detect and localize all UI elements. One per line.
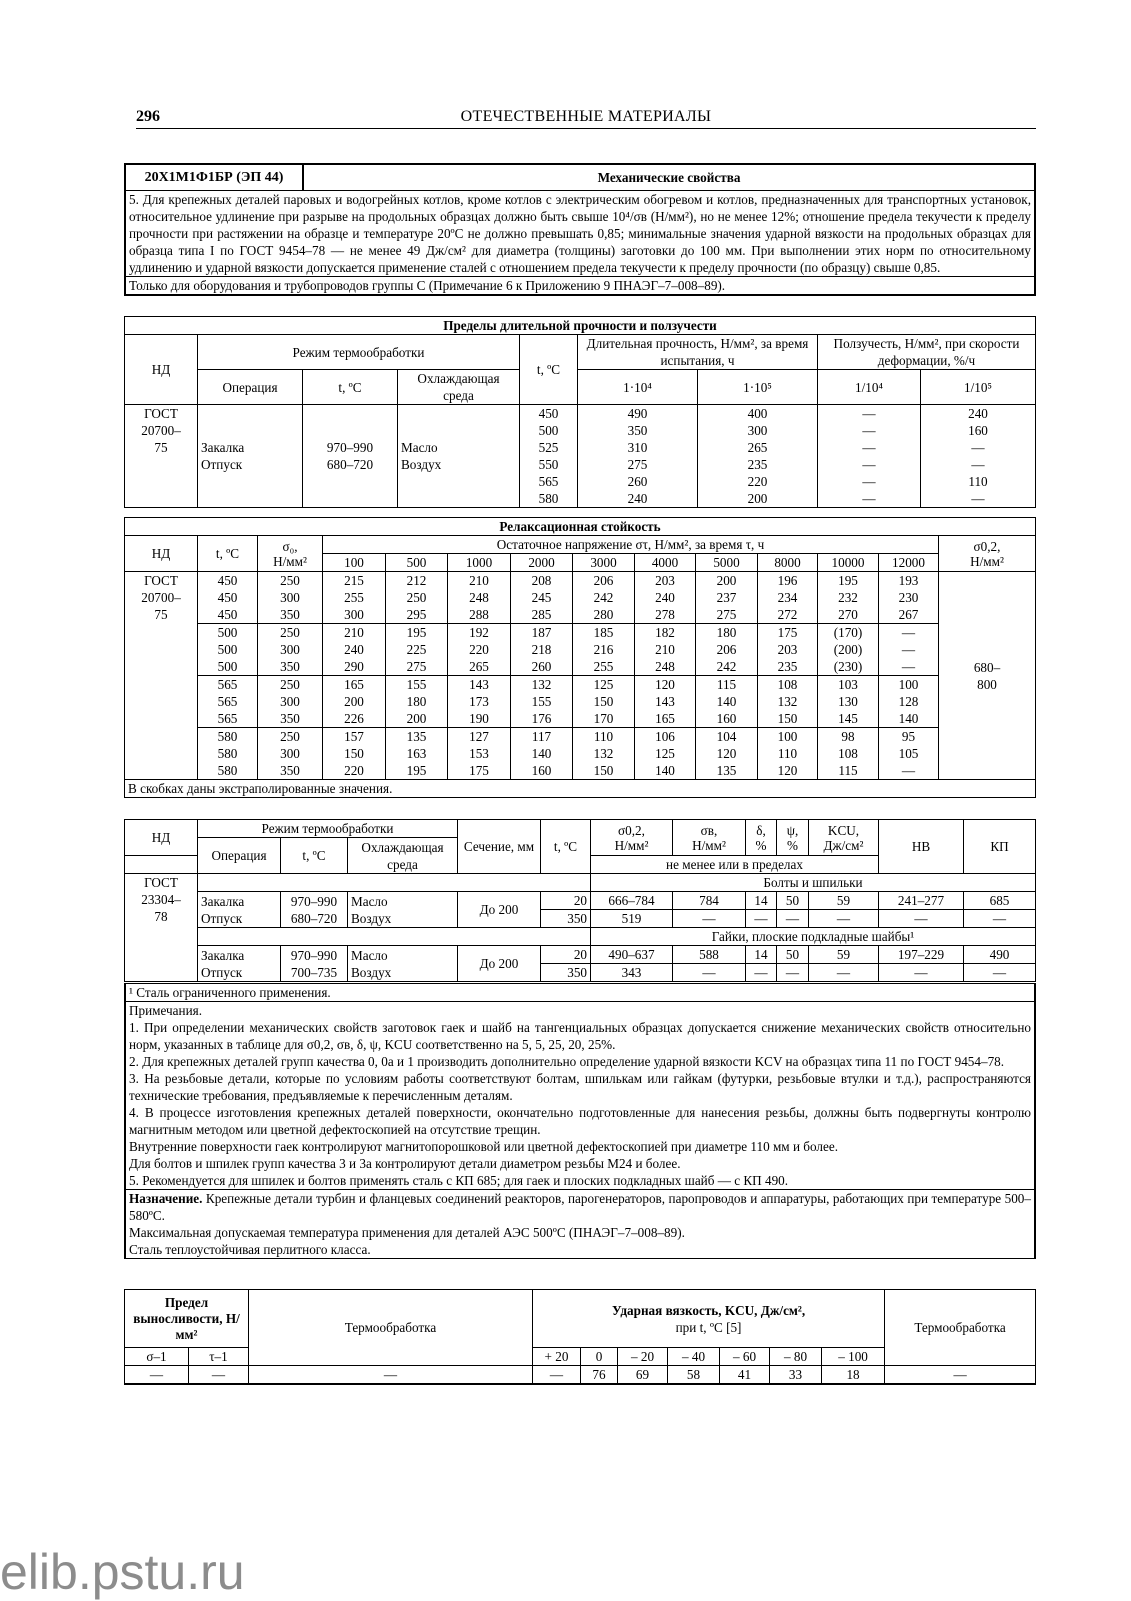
notes-table [124, 983, 1036, 1259]
relax-nd-cont [125, 728, 198, 780]
relax-value: 108 132 150 [758, 676, 818, 728]
relax-value: 104 120 135 [696, 728, 758, 780]
mech-h-section: Сечение, мм [458, 820, 541, 874]
mech-kp: 685 [964, 892, 1036, 910]
relax-temp: 450 450 450 [198, 572, 258, 624]
relax-value: 155 180 200 [386, 676, 448, 728]
relax-h-nd: НД [125, 536, 198, 572]
endurance-header: Предел выносливости, Н/мм² [125, 1290, 249, 1348]
impact-value: 33 [770, 1366, 822, 1385]
mech-kp: — [964, 964, 1036, 982]
relax-row-group [125, 728, 1036, 780]
relax-value: 106 125 140 [635, 728, 696, 780]
relax-value: 200 237 275 [696, 572, 758, 624]
relax-row-group [125, 624, 1036, 676]
grade-header-table [124, 163, 1036, 296]
relax-time-header: 4000 [635, 554, 696, 572]
relax-value: 100 110 120 [758, 728, 818, 780]
relax-time-header: 100 [323, 554, 386, 572]
relax-value: 120 143 165 [635, 676, 696, 728]
note-line: 1. При определении механических свойств заготовок гаек и шайб на тангенциальных образцах допускается снижение механических свойств относительно норм, указанных в таблице для σ0,2, σв, δ, ψ, KCU соответственно на 5, 5, 25, 20, 25%. [129, 1020, 1031, 1052]
mech-blank-2 [198, 928, 591, 946]
relax-value: 98 108 115 [818, 728, 879, 780]
relax-time-header: 12000 [879, 554, 939, 572]
relax-value: 157 150 220 [323, 728, 386, 780]
relax-value: 193 230 267 [879, 572, 939, 624]
note-group-c: Только для оборудования и трубопроводов группы С (Примечание 6 к Приложению 9 ПНАЭГ–7–008–89). [125, 276, 1035, 295]
note-line: Для болтов и шпилек групп качества 3 и 3а контролируют детали диаметром резьбы М24 и более. [129, 1156, 681, 1171]
heat-treatment-header-2: Термообработка [885, 1290, 1036, 1366]
relax-value: 95 105 — [879, 728, 939, 780]
relax-value: 143 173 190 [448, 676, 511, 728]
creep-h-s2: 1·10⁵ [698, 370, 818, 405]
mech-ht-temp: 970–990 700–735 [281, 946, 348, 982]
relax-sigma0: 250 300 350 [258, 676, 323, 728]
relax-h-t: t, ºС [198, 536, 258, 572]
note-line: Внутренние поверхности гаек контролируют магнитопорошковой или цветной дефектоскопией при диаметре 110 мм и более. [129, 1139, 839, 1154]
mech-d: 14 [746, 892, 777, 910]
relax-value: — — — [879, 624, 939, 676]
mech-tt: 20 [541, 946, 591, 964]
relax-time-header: 8000 [758, 554, 818, 572]
mech-kcu: 59 [809, 892, 879, 910]
page-number: 296 [136, 108, 160, 125]
mech-sv: 784 [673, 892, 746, 910]
mech-op: Закалка Отпуск [198, 946, 281, 982]
relaxation-table [124, 517, 1036, 798]
relax-nd-cont [125, 676, 198, 728]
creep-h-mode: Режим термообработки [198, 335, 520, 370]
impact-value: 18 [822, 1366, 885, 1385]
mech-hb: — [879, 910, 964, 928]
impact-temp: – 60 [720, 1348, 770, 1366]
creep-rate-1e4: — — — — — — [818, 405, 921, 508]
mech-h-kcu: KCU, Дж/см² [809, 820, 879, 856]
mech-d: — [746, 910, 777, 928]
mech-section-title: Механические свойства [303, 164, 1035, 190]
relax-time-header: 2000 [511, 554, 573, 572]
relax-value: 210 248 288 [448, 572, 511, 624]
mech-psi: 50 [777, 892, 809, 910]
relax-temp: 500 500 500 [198, 624, 258, 676]
relax-value: (170) (200) (230) [818, 624, 879, 676]
impact-header [533, 1290, 885, 1348]
mech-s02: 666–784 [591, 892, 673, 910]
relax-time-header: 500 [386, 554, 448, 572]
creep-h-op: Операция [198, 370, 303, 405]
mech-sv: — [673, 964, 746, 982]
mech-properties-table [124, 819, 1036, 982]
relax-value: 165 200 226 [323, 676, 386, 728]
impact-header-line-2: при t, ºС [5] [675, 1319, 742, 1335]
mech-sv: — [673, 910, 746, 928]
creep-rate-1e5: 240 160 — — 110 — [921, 405, 1036, 508]
creep-h-medium: Охлаждающая среда [398, 370, 520, 405]
mech-s02: 343 [591, 964, 673, 982]
mech-hb: 241–277 [879, 892, 964, 910]
mech-section: До 200 [458, 946, 541, 982]
relax-note: В скобках даны экстраполированные значения. [125, 780, 1036, 798]
mech-footnote: ¹ Сталь ограниченного применения. [125, 984, 1035, 1002]
mech-psi: — [777, 910, 809, 928]
mech-h-psi: ψ, % [777, 820, 809, 856]
note-line: 3. На резьбовые детали, которые по условиям работы соответствуют болтам, шпилькам или гайкам (футурки, резьбовые втулки и т.д.), распространяются технические требования, предъявляемые к перечисленным деталям. [129, 1071, 1031, 1103]
relax-value: 206 242 280 [573, 572, 635, 624]
mech-section: До 200 [458, 892, 541, 928]
relax-nd: ГОСТ 20700– 75 [125, 572, 198, 624]
mech-nd: ГОСТ 23304– 78 [125, 874, 198, 982]
impact-temp: – 100 [822, 1348, 885, 1366]
grade-label: 20Х1М1Ф1БР (ЭП 44) [125, 164, 303, 190]
mech-tt: 350 [541, 964, 591, 982]
creep-ops: Закалка Отпуск [198, 405, 303, 508]
sigma-minus-1-header: σ–1 [125, 1348, 189, 1366]
mech-blank-1 [198, 874, 591, 892]
impact-value: 69 [618, 1366, 668, 1385]
mech-medium: Масло Воздух [348, 892, 458, 928]
relax-row-group [125, 676, 1036, 728]
mech-h-delta: δ, % [746, 820, 777, 856]
mech-d: — [746, 964, 777, 982]
mech-ht-temp: 970–990 680–720 [281, 892, 348, 928]
mech-kp: 490 [964, 946, 1036, 964]
relax-value: 135 163 195 [386, 728, 448, 780]
mech-tt: 350 [541, 910, 591, 928]
relax-h-s02: σ0,2, Н/мм² [939, 536, 1036, 572]
relax-value: 127 153 175 [448, 728, 511, 780]
relax-sigma0: 250 300 350 [258, 572, 323, 624]
relax-time-header: 10000 [818, 554, 879, 572]
relax-time-header: 5000 [696, 554, 758, 572]
notes-block [125, 1002, 1035, 1190]
watermark: elib.pstu.ru [0, 1544, 245, 1600]
heat-treatment-value-2: — [885, 1366, 1036, 1385]
impact-value: — [533, 1366, 581, 1385]
impact-value: 76 [581, 1366, 618, 1385]
relax-value: 196 234 272 [758, 572, 818, 624]
relax-sigma02: 680– 800 [939, 572, 1036, 780]
mech-kcu: — [809, 964, 879, 982]
relax-value: 125 150 170 [573, 676, 635, 728]
mech-nd-spacer [125, 856, 198, 874]
note-line: 5. Рекомендуется для шпилек и болтов применять сталь с КП 685; для гаек и плоских подкладных шайб — с КП 490. [129, 1173, 789, 1188]
mech-medium: Масло Воздух [348, 946, 458, 982]
relax-value: 192 220 265 [448, 624, 511, 676]
relax-h-resid: Остаточное напряжение στ, Н/мм², за время τ, ч [323, 536, 939, 554]
purpose-text: Крепежные детали турбин и фланцевых соединений реакторов, парогенераторов, паропроводов и аппаратуры, работающих при температуре 500–580ºС. [129, 1191, 1031, 1223]
impact-temp: – 20 [618, 1348, 668, 1366]
running-title: ОТЕЧЕСТВЕННЫЕ МАТЕРИАЛЫ [460, 108, 712, 125]
mech-hb: — [879, 964, 964, 982]
relax-time-header: 3000 [573, 554, 635, 572]
creep-title: Пределы длительной прочности и ползучести [125, 317, 1036, 335]
mech-kp: — [964, 910, 1036, 928]
mech-h-hb: НВ [879, 820, 964, 874]
note-line: Примечания. [129, 1003, 203, 1018]
mech-h-min: не менее или в пределах [591, 856, 879, 874]
relax-value: 195 225 275 [386, 624, 448, 676]
creep-h-creep: Ползучесть, Н/мм², при скорости деформации, %/ч [818, 335, 1036, 370]
relax-nd-cont [125, 624, 198, 676]
note-line: 4. В процессе изготовления крепежных деталей поверхности, окончательно подготовленные для нанесения резьбы, должны быть подвергнуты контролю магнитным методом или цветной дефектоскопией на отсутствие трещин. [129, 1105, 1031, 1137]
relax-h-s0: σ₀, Н/мм² [258, 536, 323, 572]
mech-h-test-t: t, ºС [541, 820, 591, 874]
mech-sv: 588 [673, 946, 746, 964]
relax-value: 182 210 248 [635, 624, 696, 676]
impact-header-line-1: Ударная вязкость, KCU, Дж/см², [611, 1302, 806, 1318]
mech-op: Закалка Отпуск [198, 892, 281, 928]
creep-h-nd: НД [125, 335, 198, 405]
page-header [136, 106, 1036, 129]
relax-value: 110 132 150 [573, 728, 635, 780]
mech-psi: 50 [777, 946, 809, 964]
relax-value: 195 232 270 [818, 572, 879, 624]
impact-temp: – 80 [770, 1348, 822, 1366]
mech-sub-nuts: Гайки, плоские подкладные шайбы¹ [591, 928, 1036, 946]
mech-h-s02: σ0,2, Н/мм² [591, 820, 673, 856]
sigma-minus-1-value: — [125, 1366, 189, 1385]
impact-value: 41 [720, 1366, 770, 1385]
creep-nd: ГОСТ 20700– 75 [125, 405, 198, 508]
mech-kcu: — [809, 910, 879, 928]
creep-h-c2: 1/10⁵ [921, 370, 1036, 405]
creep-strength-1e5: 400 300 265 235 220 200 [698, 405, 818, 508]
relax-value: 132 155 176 [511, 676, 573, 728]
purpose-line-3: Сталь теплоустойчивая перлитного класса. [129, 1242, 371, 1257]
heat-treatment-value-1: — [249, 1366, 533, 1385]
mech-h-mode: Режим термообработки [198, 820, 458, 838]
mech-s02: 519 [591, 910, 673, 928]
impact-temp: 0 [581, 1348, 618, 1366]
relax-value: 203 240 278 [635, 572, 696, 624]
mech-s02: 490–637 [591, 946, 673, 964]
tau-minus-1-value: — [189, 1366, 249, 1385]
relax-value: 115 140 160 [696, 676, 758, 728]
mech-h-nd: НД [125, 820, 198, 856]
creep-test-temps: 450 500 525 550 565 580 [520, 405, 578, 508]
creep-h-c1: 1/10⁴ [818, 370, 921, 405]
mech-h-medium: Охлаждающая среда [348, 838, 458, 874]
creep-h-s1: 1·10⁴ [578, 370, 698, 405]
relax-value: 180 206 242 [696, 624, 758, 676]
relax-value: 100 128 140 [879, 676, 939, 728]
relax-value: 187 218 260 [511, 624, 573, 676]
relax-time-header: 1000 [448, 554, 511, 572]
purpose-label: Назначение. [129, 1191, 203, 1206]
mech-kcu: 59 [809, 946, 879, 964]
tau-minus-1-header: τ–1 [189, 1348, 249, 1366]
relax-value: 210 240 290 [323, 624, 386, 676]
heat-treatment-header-1: Термообработка [249, 1290, 533, 1366]
relax-temp: 580 580 580 [198, 728, 258, 780]
relax-value: 175 203 235 [758, 624, 818, 676]
impact-temp: – 40 [668, 1348, 720, 1366]
creep-strength-1e4: 490 350 310 275 260 240 [578, 405, 698, 508]
mech-h-kp: КП [964, 820, 1036, 874]
relax-value: 185 216 255 [573, 624, 635, 676]
relax-title: Релаксационная стойкость [125, 518, 1036, 536]
endurance-impact-table [124, 1289, 1036, 1385]
relax-value: 103 130 145 [818, 676, 879, 728]
relax-value: 208 245 285 [511, 572, 573, 624]
mech-h-t: t, ºС [281, 838, 348, 874]
creep-h-strength: Длительная прочность, Н/мм², за время испытания, ч [578, 335, 818, 370]
relax-row-group [125, 572, 1036, 624]
relax-value: 117 140 160 [511, 728, 573, 780]
note-5-text: 5. Для крепежных деталей паровых и водогрейных котлов, кроме котлов с электрическим обогревом и котлов, предназначенных для транспортных установок, относительное удлинение при разрыве на продольных образцах должно быть свыше 10⁴/σв (Н/мм²), но не менее 12%; отношение предела текучести к пределу прочности при растяжении на образце и температуре 20ºС не должно превышать 0,85; минимальные значения ударной вязкости на продольных образцах для образца типа I по ГОСТ 9454–78 — не менее 49 Дж/см² для диаметра (толщины) заготовки до 100 мм. При выполнении этих норм по относительному удлинению и ударной вязкости допускается применение сталей с отношением предела текучести к пределу прочности (по образцу) свыше 0,85. [125, 190, 1035, 276]
purpose-line-2: Максимальная допускаемая температура применения для деталей АЭС 500ºС (ПНАЭГ–7–008–89). [129, 1225, 685, 1240]
creep-media: Масло Воздух [398, 405, 520, 508]
creep-h-test-t: t, ºС [520, 335, 578, 405]
impact-temp: + 20 [533, 1348, 581, 1366]
purpose-block [125, 1190, 1035, 1259]
creep-temps: 970–990 680–720 [303, 405, 398, 508]
relax-value: 212 250 295 [386, 572, 448, 624]
creep-h-t: t, ºС [303, 370, 398, 405]
mech-hb: 197–229 [879, 946, 964, 964]
relax-sigma0: 250 300 350 [258, 728, 323, 780]
mech-h-op: Операция [198, 838, 281, 874]
relax-value: 215 255 300 [323, 572, 386, 624]
note-line: 2. Для крепежных деталей групп качества 0, 0а и 1 производить дополнительно определение ударной вязкости KCV на образцах типа 11 по ГОСТ 9454–78. [129, 1054, 1005, 1069]
relax-sigma0: 250 300 350 [258, 624, 323, 676]
mech-d: 14 [746, 946, 777, 964]
mech-sub-bolts: Болты и шпильки [591, 874, 1036, 892]
creep-table [124, 316, 1036, 508]
mech-psi: — [777, 964, 809, 982]
mech-h-sv: σв, Н/мм² [673, 820, 746, 856]
mech-tt: 20 [541, 892, 591, 910]
relax-temp: 565 565 565 [198, 676, 258, 728]
impact-value: 58 [668, 1366, 720, 1385]
